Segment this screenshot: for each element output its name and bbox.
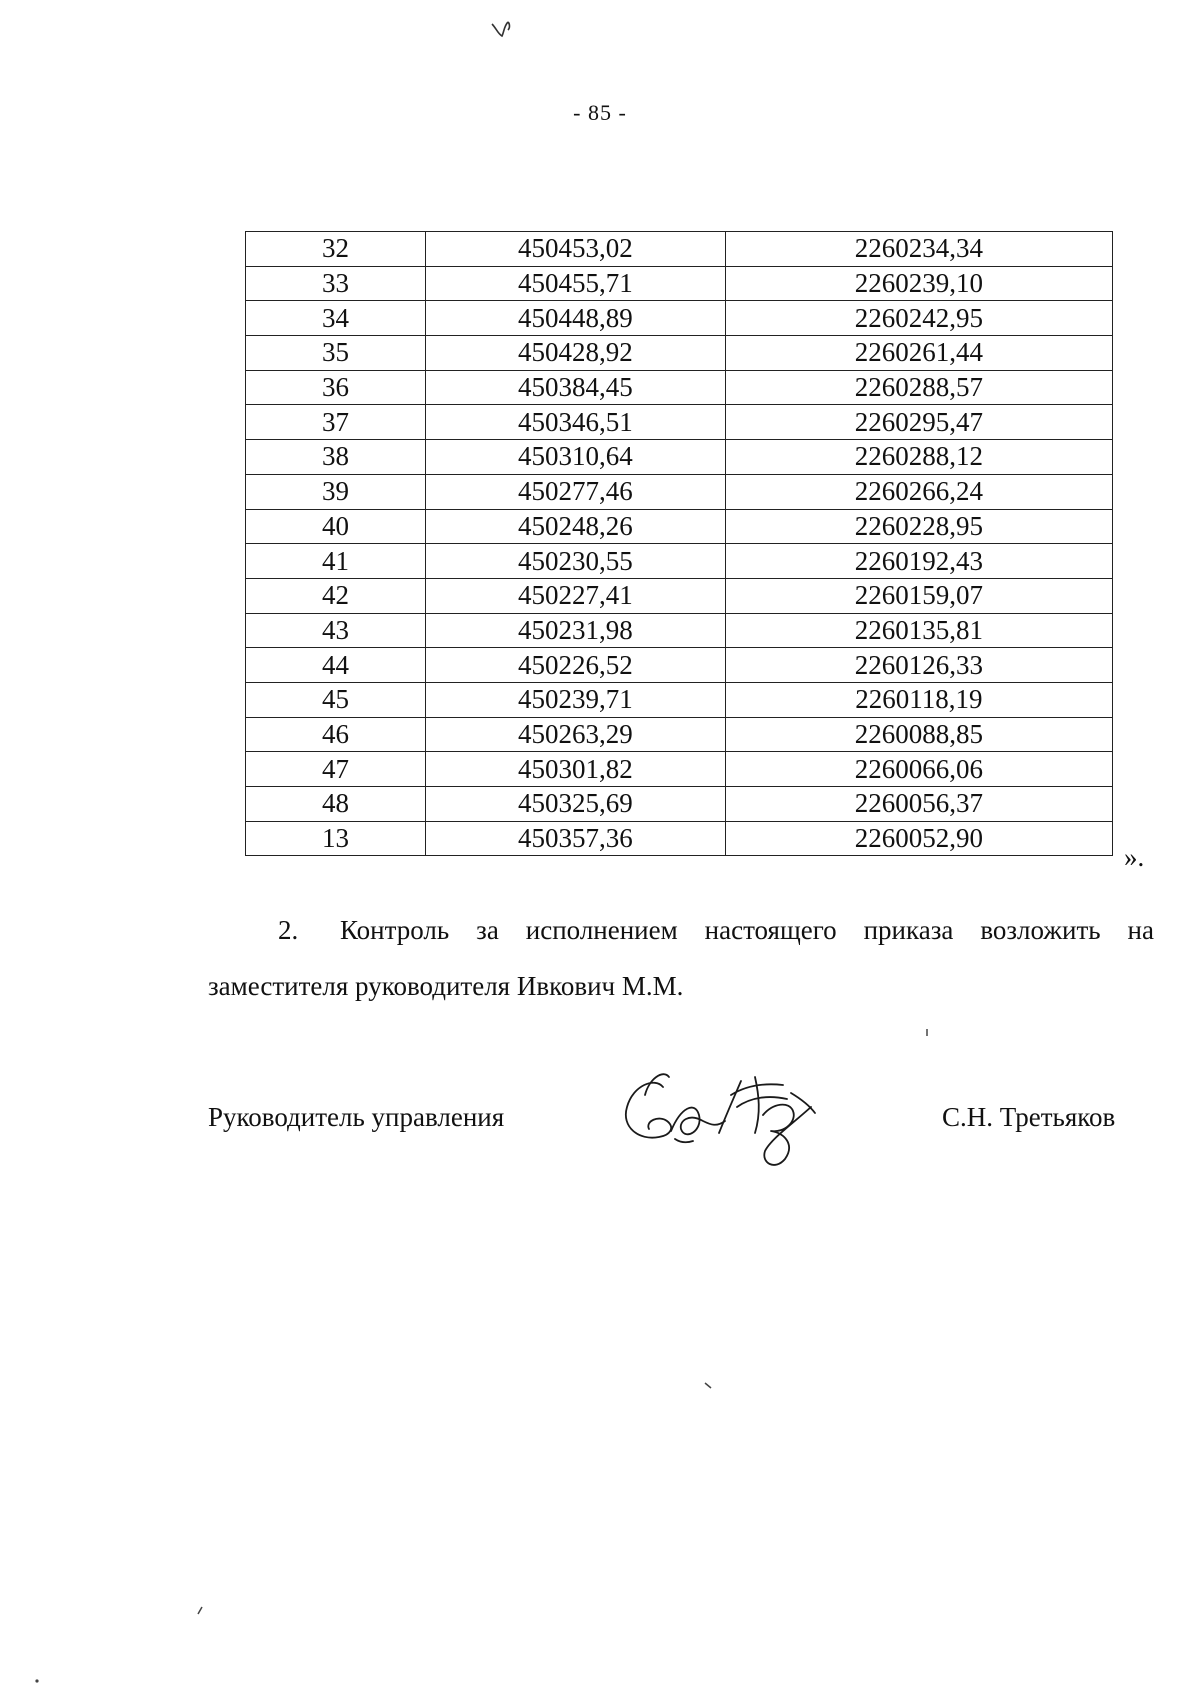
x-coordinate-cell: 450277,46 — [425, 474, 725, 509]
table-row — [246, 821, 1113, 856]
y-coordinate-cell: 2260242,95 — [725, 301, 1112, 336]
x-coordinate-cell: 450239,71 — [425, 682, 725, 717]
paragraph-text-line-1: Контроль за исполнением настоящего приказа возложить на — [340, 915, 1154, 945]
point-number-cell: 46 — [246, 717, 426, 752]
scan-mark-top — [490, 18, 518, 40]
y-coordinate-cell: 2260126,33 — [725, 648, 1112, 683]
point-number-cell: 38 — [246, 440, 426, 475]
paragraph-line-1 — [208, 902, 1154, 958]
y-coordinate-cell: 2260266,24 — [725, 474, 1112, 509]
table-row — [246, 266, 1113, 301]
table-row — [246, 405, 1113, 440]
point-number-cell: 48 — [246, 787, 426, 822]
point-number-cell: 39 — [246, 474, 426, 509]
closing-quote: ». — [1124, 842, 1145, 872]
x-coordinate-cell: 450357,36 — [425, 821, 725, 856]
x-coordinate-cell: 450346,51 — [425, 405, 725, 440]
table-row — [246, 336, 1113, 371]
scan-dot — [924, 1028, 930, 1038]
y-coordinate-cell: 2260288,57 — [725, 370, 1112, 405]
table-row — [246, 509, 1113, 544]
x-coordinate-cell: 450455,71 — [425, 266, 725, 301]
point-number-cell: 43 — [246, 613, 426, 648]
scan-dot — [34, 1678, 40, 1684]
x-coordinate-cell: 450248,26 — [425, 509, 725, 544]
table-row — [246, 301, 1113, 336]
control-paragraph — [208, 902, 1154, 1014]
table-row — [246, 648, 1113, 683]
point-number-cell: 36 — [246, 370, 426, 405]
point-number-cell: 40 — [246, 509, 426, 544]
x-coordinate-cell: 450310,64 — [425, 440, 725, 475]
y-coordinate-cell: 2260056,37 — [725, 787, 1112, 822]
point-number-cell: 47 — [246, 752, 426, 787]
point-number-cell: 37 — [246, 405, 426, 440]
table-row — [246, 613, 1113, 648]
paragraph-text-line-2: заместителя руководителя Ивкович М.М. — [208, 971, 684, 1001]
point-number-cell: 34 — [246, 301, 426, 336]
handwritten-signature — [615, 1055, 835, 1175]
y-coordinate-cell: 2260288,12 — [725, 440, 1112, 475]
x-coordinate-cell: 450384,45 — [425, 370, 725, 405]
y-coordinate-cell: 2260088,85 — [725, 717, 1112, 752]
table-row — [246, 717, 1113, 752]
y-coordinate-cell: 2260234,34 — [725, 232, 1112, 267]
x-coordinate-cell: 450231,98 — [425, 613, 725, 648]
y-coordinate-cell: 2260295,47 — [725, 405, 1112, 440]
table-row — [246, 544, 1113, 579]
page-number: - 85 - — [573, 100, 627, 125]
y-coordinate-cell: 2260066,06 — [725, 752, 1112, 787]
point-number-cell: 42 — [246, 578, 426, 613]
point-number-cell: 33 — [246, 266, 426, 301]
table-row — [246, 474, 1113, 509]
x-coordinate-cell: 450428,92 — [425, 336, 725, 371]
y-coordinate-cell: 2260228,95 — [725, 509, 1112, 544]
y-coordinate-cell: 2260239,10 — [725, 266, 1112, 301]
scan-dot — [704, 1382, 714, 1390]
table-row — [246, 787, 1113, 822]
signer-name: С.Н. Третьяков — [942, 1102, 1116, 1132]
table-row — [246, 440, 1113, 475]
table-row — [246, 752, 1113, 787]
y-coordinate-cell: 2260159,07 — [725, 578, 1112, 613]
y-coordinate-cell: 2260192,43 — [725, 544, 1112, 579]
x-coordinate-cell: 450226,52 — [425, 648, 725, 683]
table-row — [246, 682, 1113, 717]
scan-dot — [196, 1606, 204, 1616]
point-number-cell: 44 — [246, 648, 426, 683]
x-coordinate-cell: 450263,29 — [425, 717, 725, 752]
coordinates-table-body — [246, 232, 1113, 856]
table-row — [246, 232, 1113, 267]
point-number-cell: 32 — [246, 232, 426, 267]
x-coordinate-cell: 450448,89 — [425, 301, 725, 336]
x-coordinate-cell: 450325,69 — [425, 787, 725, 822]
y-coordinate-cell: 2260052,90 — [725, 821, 1112, 856]
x-coordinate-cell: 450227,41 — [425, 578, 725, 613]
x-coordinate-cell: 450453,02 — [425, 232, 725, 267]
x-coordinate-cell: 450230,55 — [425, 544, 725, 579]
table-row — [246, 370, 1113, 405]
point-number-cell: 45 — [246, 682, 426, 717]
y-coordinate-cell: 2260261,44 — [725, 336, 1112, 371]
x-coordinate-cell: 450301,82 — [425, 752, 725, 787]
table-row — [246, 578, 1113, 613]
paragraph-number: 2. — [278, 915, 299, 945]
signer-position: Руководитель управления — [208, 1102, 505, 1132]
point-number-cell: 13 — [246, 821, 426, 856]
point-number-cell: 41 — [246, 544, 426, 579]
y-coordinate-cell: 2260135,81 — [725, 613, 1112, 648]
y-coordinate-cell: 2260118,19 — [725, 682, 1112, 717]
coordinates-table — [245, 231, 1113, 856]
point-number-cell: 35 — [246, 336, 426, 371]
